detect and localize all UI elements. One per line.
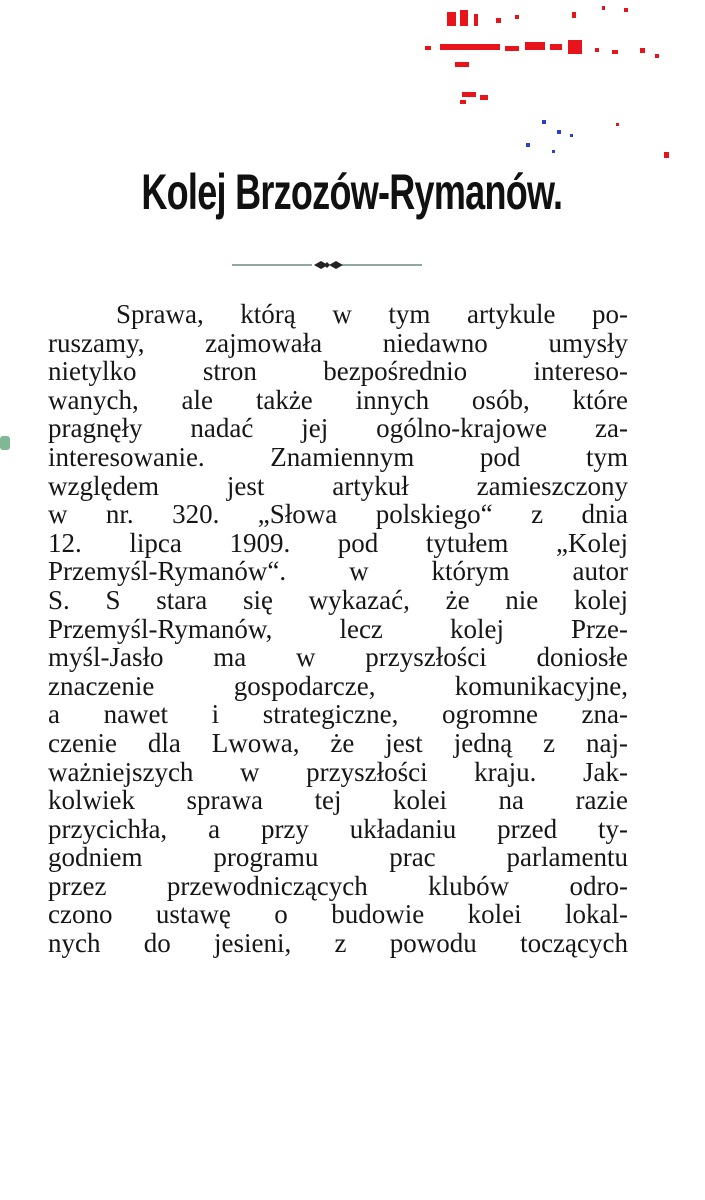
body-line: przez przewodniczących klubów odro-: [48, 870, 628, 901]
body-line: a nawet i strategiczne, ogromne zna-: [48, 699, 628, 730]
body-line: Przemyśl-Rymanów, lecz kolej Prze-: [48, 613, 628, 644]
body-line: godniem programu prac parlamentu: [48, 842, 628, 873]
body-line: Sprawa, którą w tym artykule po-: [116, 299, 628, 329]
body-line: pragnęły nadać jej ogólno-krajowe za-: [48, 413, 628, 444]
green-speck: [0, 436, 10, 450]
body-line: ruszamy, zajmowała niedawno umysły: [48, 327, 628, 358]
body-line: wanych, ale także innych osób, które: [48, 384, 628, 415]
body-line: czono ustawę o budowie kolei lokal-: [48, 899, 628, 930]
library-stamp: [0, 0, 705, 170]
title-ornament: [232, 258, 422, 272]
body-line: ważniejszych w przyszłości kraju. Jak-: [48, 756, 628, 787]
article-title: Kolej Brzozów-Rymanów.: [141, 164, 563, 220]
body-line: przycichła, a przy układaniu przed ty-: [48, 813, 628, 844]
body-line: 12. lipca 1909. pod tytułem „Kolej: [48, 527, 628, 558]
body-line: nietylko stron bezpośrednio intereso-: [48, 356, 628, 387]
body-line: myśl-Jasło ma w przyszłości doniosłe: [48, 642, 628, 673]
body-line: S. S stara się wykazać, że nie kolej: [48, 584, 628, 615]
body-line: względem jest artykuł zamieszczony: [48, 470, 628, 501]
body-line: czenie dla Lwowa, że jest jedną z naj-: [48, 727, 628, 758]
body-line: nych do jesieni, z powodu toczących: [48, 928, 628, 959]
body-line: w nr. 320. „Słowa polskiego“ z dnia: [48, 499, 628, 530]
body-line: Przemyśl-Rymanów“. w którym autor: [48, 556, 628, 587]
article-body: [48, 300, 628, 958]
body-line: interesowanie. Znamiennym pod tym: [48, 441, 628, 472]
body-line: znaczenie gospodarcze, komunikacyjne,: [48, 670, 628, 701]
body-line: kolwiek sprawa tej kolei na razie: [48, 785, 628, 816]
